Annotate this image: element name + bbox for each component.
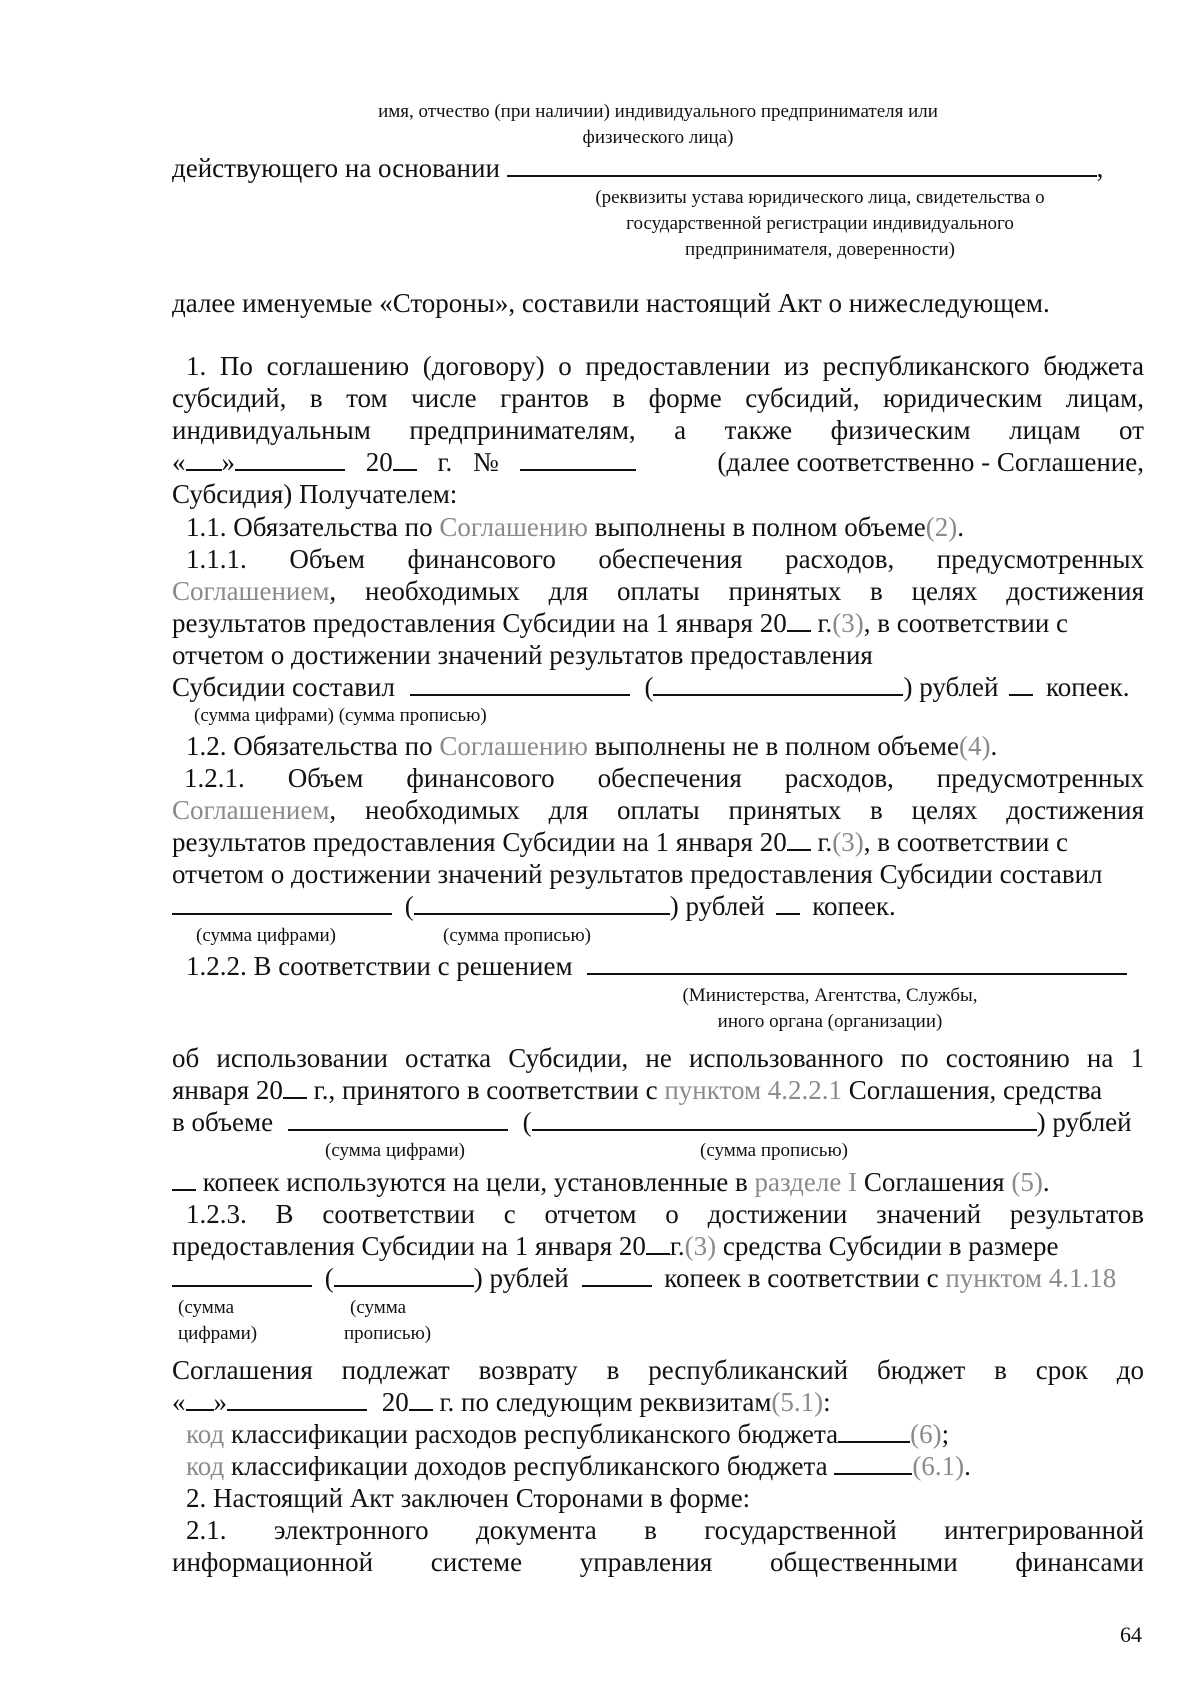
- p121-line2: Соглашением, необходимых для оплаты принятых в целях достижения: [172, 795, 1144, 825]
- number-sign: №: [473, 447, 499, 477]
- p123-caption-b1: (сумма: [350, 1297, 407, 1318]
- year-blank: [787, 827, 811, 851]
- p123-line3: ( ) рублей копеек в соответствии с пунктом 4.1.18: [172, 1262, 1144, 1294]
- p122-caption-line2: иного органа (организации): [717, 1011, 943, 1032]
- footnote-ref[interactable]: (2): [925, 512, 958, 542]
- month-blank: [227, 1387, 367, 1411]
- clause-link[interactable]: пунктом 4.2.2.1: [664, 1075, 843, 1105]
- top-caption-line1: имя, отчество (при наличии) индивидуального предпринимателя или: [378, 101, 938, 122]
- agreement-link[interactable]: Соглашению: [439, 512, 588, 542]
- p122-caption-a: (сумма цифрами): [325, 1140, 465, 1161]
- month-blank: [235, 447, 345, 471]
- sum-words-blank: [334, 1263, 474, 1287]
- p1-line4: [172, 446, 1144, 478]
- quote-close: »: [221, 447, 235, 477]
- basis-comma: ,: [1096, 153, 1104, 183]
- year-blank: [283, 1075, 307, 1099]
- agreement-link[interactable]: Соглашению: [439, 731, 588, 761]
- p1-line5: Субсидия) Получателем:: [172, 479, 458, 509]
- p121-line5: ( ) рублей копеек.: [172, 890, 1144, 922]
- p111-line3: результатов предоставления Субсидии на 1 января 20 г.(3), в соответствии с: [172, 608, 1069, 638]
- sum-digits-blank: [410, 672, 630, 696]
- section-link[interactable]: разделе I: [754, 1167, 858, 1197]
- p2-line3: информационной системе управления общественными финансами: [172, 1547, 1144, 1577]
- p1-line1: 1. По соглашению (договору) о предоставлении из республиканского бюджета: [186, 351, 1144, 381]
- authority-blank: [587, 951, 1127, 975]
- footnote-ref[interactable]: (3): [832, 827, 864, 857]
- p123-line4: Соглашения подлежат возврату в республиканский бюджет в срок до: [172, 1355, 1144, 1385]
- sum-digits-blank: [288, 1107, 508, 1131]
- agreement-link[interactable]: Соглашением: [172, 795, 330, 825]
- p121-line1: 1.2.1. Объем финансового обеспечения расходов, предусмотренных: [184, 763, 1144, 793]
- p123-line5: « » 20 г. по следующим реквизитам(5.1):: [172, 1387, 831, 1417]
- footnote-ref[interactable]: (3): [684, 1231, 717, 1261]
- basis-line: [172, 152, 1144, 184]
- footnote-ref[interactable]: (4): [958, 731, 991, 761]
- p121-caption-a: (сумма цифрами): [196, 925, 336, 946]
- code-link[interactable]: код: [186, 1419, 225, 1449]
- footnote-ref[interactable]: (5.1): [771, 1387, 824, 1417]
- p2-line2: 2.1. электронного документа в государственной интегрированной: [186, 1515, 1144, 1545]
- p111-caption: (сумма цифрами) (сумма прописью): [194, 705, 487, 726]
- p2-line1: 2. Настоящий Акт заключен Сторонами в форме:: [186, 1483, 751, 1513]
- p111-line5: Субсидии составил ( ) рублей копеек.: [172, 672, 1130, 702]
- code-blank: [834, 1451, 912, 1475]
- p122-line5: копеек используются на цели, установленные в разделе I Соглашения (5).: [172, 1166, 1144, 1198]
- agreement-link[interactable]: Соглашением: [172, 576, 330, 606]
- kopeck-blank: [172, 1167, 196, 1191]
- year-suffix: г.: [437, 447, 453, 477]
- p123-caption-b2: прописью): [344, 1323, 432, 1344]
- p123-caption-a2: цифрами): [178, 1323, 258, 1344]
- code-expenses-line: код классификации расходов республиканского бюджета (6);: [186, 1419, 950, 1449]
- year-blank: [646, 1231, 670, 1255]
- kopeck-blank: [776, 891, 800, 915]
- p123-line1: 1.2.3. В соответствии с отчетом о достижении значений результатов: [186, 1199, 1144, 1229]
- p111-line1: 1.1.1. Объем финансового обеспечения расходов, предусмотренных: [186, 544, 1144, 574]
- day-blank: [186, 1387, 214, 1411]
- p121-caption-b: (сумма прописью): [443, 925, 591, 946]
- sum-digits-blank: [172, 891, 392, 915]
- basis-caption-line1: (реквизиты устава юридического лица, свидетельства о: [595, 187, 1045, 208]
- year-blank: [409, 1387, 433, 1411]
- footnote-ref[interactable]: (6): [910, 1419, 942, 1449]
- p122-caption-b: (сумма прописью): [700, 1140, 848, 1161]
- footnote-ref[interactable]: (6.1): [912, 1451, 965, 1481]
- basis-blank: [507, 153, 1097, 177]
- p123-line2: предоставления Субсидии на 1 января 20 г.(3) средства Субсидии в размере: [172, 1231, 1059, 1261]
- p122-line4: в объеме ( ) рублей: [172, 1107, 1132, 1137]
- clause-link[interactable]: пунктом 4.1.18: [945, 1263, 1117, 1293]
- code-blank: [838, 1419, 910, 1443]
- p122-caption-line1: (Министерства, Агентства, Службы,: [682, 985, 978, 1006]
- kopeck-blank: [582, 1263, 652, 1287]
- p12-line: 1.2. Обязательства по Соглашению выполнены не в полном объеме(4).: [186, 731, 998, 761]
- code-link[interactable]: код: [186, 1451, 225, 1481]
- p122-line1: 1.2.2. В соответствии с решением: [172, 950, 1158, 982]
- sum-words-blank: [532, 1107, 1037, 1131]
- p11-line: 1.1. Обязательства по Соглашению выполнены в полном объеме(2).: [186, 512, 965, 542]
- basis-caption-line3: предпринимателя, доверенности): [685, 239, 955, 260]
- p122-line2: об использовании остатка Субсидии, не использованного по состоянию на 1: [172, 1043, 1144, 1073]
- day-blank: [186, 447, 222, 471]
- year-blank: [393, 447, 417, 471]
- year-prefix: 20: [365, 447, 393, 477]
- kopeck-blank: [1009, 672, 1033, 696]
- footnote-ref[interactable]: (5): [1011, 1167, 1043, 1197]
- p111-line2: Соглашением, необходимых для оплаты принятых в целях достижения: [172, 576, 1144, 606]
- year-blank: [787, 608, 811, 632]
- p1-line4-tail: (далее соответственно - Соглашение,: [717, 447, 1144, 477]
- code-income-line: код классификации доходов республиканского бюджета (6.1).: [186, 1451, 971, 1481]
- top-caption-line2: физического лица): [582, 127, 734, 148]
- page-number: 64: [1120, 1622, 1142, 1647]
- p111-line4: отчетом о достижении значений результатов предоставления: [172, 640, 873, 670]
- sum-digits-blank: [172, 1263, 312, 1287]
- number-blank: [520, 447, 636, 471]
- p1-line2: субсидий, в том числе грантов в форме субсидий, юридическим лицам,: [172, 383, 1144, 413]
- p123-caption-a1: (сумма: [178, 1297, 235, 1318]
- basis-caption-line2: государственной регистрации индивидуального: [626, 213, 1014, 234]
- footnote-ref[interactable]: (3): [832, 608, 864, 638]
- quote-open: «: [172, 447, 186, 477]
- intro-text: далее именуемые «Стороны», составили настоящий Акт о нижеследующем.: [172, 288, 1050, 318]
- basis-label: действующего на основании: [172, 153, 500, 183]
- sum-words-blank: [414, 891, 670, 915]
- p1-line3: индивидуальным предпринимателям, а также физическим лицам от: [172, 415, 1144, 445]
- sum-words-blank: [653, 672, 903, 696]
- p121-line3: результатов предоставления Субсидии на 1 января 20 г.(3), в соответствии с: [172, 827, 1069, 857]
- p121-line4: отчетом о достижении значений результатов предоставления Субсидии составил: [172, 859, 1103, 889]
- p122-line3: января 20 г., принятого в соответствии с пунктом 4.2.2.1 Соглашения, средства: [172, 1075, 1103, 1105]
